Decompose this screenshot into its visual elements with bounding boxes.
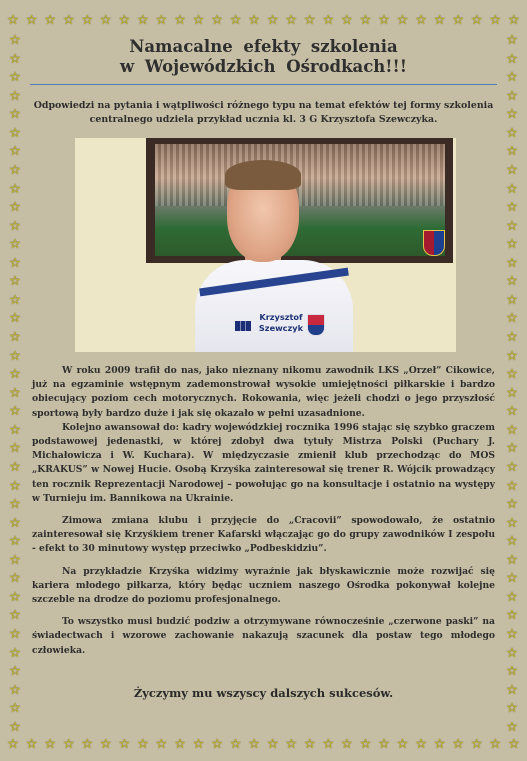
star-icon: ☆ [9,200,21,216]
star-icon: ☆ [9,107,21,123]
star-icon: ☆ [506,348,518,364]
star-border-left [8,34,22,734]
star-icon: ☆ [9,645,21,661]
paragraph-4: Na przykładzie Krzyśka widzimy wyraźnie jak błyskawicznie może rozwijać się kariera młodego piłkarza, który będąc uczniem naszego Ośrodka pokonywał kolejne szczeble na drodze do poziomu profesjonalnego. [32,565,495,606]
star-icon: ☆ [44,737,56,752]
star-icon: ☆ [506,701,518,717]
star-icon: ☆ [507,737,520,752]
star-icon: ☆ [9,88,21,104]
star-icon: ☆ [9,367,21,383]
star-icon: ☆ [174,13,186,28]
star-icon: ☆ [9,237,21,253]
star-icon: ☆ [506,571,518,587]
star-icon: ☆ [9,348,21,364]
star-icon: ☆ [9,478,21,494]
caption-first-name: Krzysztof [259,312,303,322]
star-icon: ☆ [9,70,21,86]
star-icon: ☆ [44,13,56,28]
star-icon: ☆ [248,737,260,752]
star-icon: ☆ [9,552,21,568]
star-icon: ☆ [378,13,390,28]
star-icon: ☆ [99,737,112,752]
star-icon: ☆ [303,13,316,28]
star-icon: ☆ [396,737,409,752]
star-icon: ☆ [506,292,518,308]
star-icon: ☆ [9,534,21,550]
star-icon: ☆ [285,737,298,752]
star-icon: ☆ [137,737,149,752]
star-icon: ☆ [9,701,21,717]
star-icon: ☆ [506,162,518,178]
star-icon: ☆ [506,664,518,680]
star-icon: ☆ [248,13,260,28]
star-icon: ☆ [506,181,518,197]
star-icon: ☆ [506,552,518,568]
star-icon: ☆ [470,13,483,28]
paragraph-5: To wszystko musi budzić podziw a otrzymywane równocześnie „czerwone paski” na świadectwach i wzorowe zachowanie nakazują szacunek dla postaw tego młodego człowieka. [32,616,495,656]
article-body [32,364,495,658]
star-border-bottom [6,738,521,751]
star-icon: ☆ [7,737,19,752]
star-icon: ☆ [506,719,518,735]
paragraph-2: Kolejno awansował do: kadry wojewódzkiej rocznika 1996 stając się szybko graczem podstawowej jedenastki, w której zdobył dwa tytuły Mistrza Polski (Puchary J. Michałowicza i W. Kuchara). W międzyczasie zmienił klub przechodząc do MOS „KRAKUS” w Nowej Hucie. Osobą Krzyśka zainteresował się trener R. Wójcik prowadzący ten rocznik Reprezentacji Narodowej – powołując go na konsultacje i ostatnio na występy w Turnieju im. Bannikowa na Ukrainie. [32,421,495,504]
star-icon: ☆ [9,404,21,420]
star-icon: ☆ [506,422,518,438]
star-icon: ☆ [9,441,21,457]
star-icon: ☆ [192,13,205,28]
star-icon: ☆ [506,627,518,642]
star-icon: ☆ [506,330,518,345]
star-icon: ☆ [155,737,168,752]
star-icon: ☆ [118,737,131,752]
star-icon: ☆ [266,13,279,28]
star-icon: ☆ [9,664,21,680]
star-icon: ☆ [25,13,38,28]
star-icon: ☆ [9,311,21,327]
star-icon: ☆ [9,497,21,513]
star-icon: ☆ [415,737,427,752]
star-icon: ☆ [303,737,316,752]
star-icon: ☆ [506,274,518,290]
star-icon: ☆ [211,737,223,752]
star-icon: ☆ [359,13,372,28]
star-icon: ☆ [211,13,223,28]
star-icon: ☆ [81,13,94,28]
star-icon: ☆ [506,237,518,253]
page-title [30,37,497,77]
star-icon: ☆ [506,144,518,160]
star-icon: ☆ [470,737,483,752]
star-icon: ☆ [506,385,518,401]
team-badge-icon [307,314,325,336]
star-icon: ☆ [506,645,518,661]
star-icon: ☆ [266,737,279,752]
sponsor-logo-icon [235,321,251,331]
star-icon: ☆ [433,13,446,28]
star-icon: ☆ [9,515,21,531]
star-icon: ☆ [506,200,518,216]
title-line-1: Namacalne efekty szkolenia [129,37,398,56]
star-icon: ☆ [81,737,94,752]
star-icon: ☆ [9,627,21,642]
star-icon: ☆ [506,515,518,531]
star-icon: ☆ [322,13,335,28]
title-divider [30,84,497,85]
paragraph-3: Zimowa zmiana klubu i przyjęcie do „Cracovii” spowodowało, że ostatnio zainteresował się Krzyśkiem trener Kafarski włączając go do grupy zawodników I zespołu - efekt to 30 minutowy występ przeciwko „Podbeskidziu”. [32,515,495,555]
star-icon: ☆ [506,33,518,48]
star-icon: ☆ [9,589,21,605]
player-hair [225,160,301,190]
star-icon: ☆ [99,13,112,28]
star-icon: ☆ [229,13,242,28]
star-icon: ☆ [506,589,518,605]
star-icon: ☆ [9,292,21,308]
star-icon: ☆ [506,311,518,327]
star-icon: ☆ [9,144,21,160]
star-icon: ☆ [174,737,186,752]
star-icon: ☆ [229,737,242,752]
star-icon: ☆ [506,107,518,123]
star-icon: ☆ [7,13,19,28]
star-icon: ☆ [137,13,149,28]
star-icon: ☆ [378,737,390,752]
star-icon: ☆ [506,608,518,624]
star-icon: ☆ [433,737,446,752]
star-icon: ☆ [506,682,518,698]
paragraph-1: W roku 2009 trafił do nas, jako nieznany nikomu zawodnik LKS „Orzeł” Cikowice, już na egzaminie wstępnym zademonstrował wysokie umiejętności piłkarskie i bardzo obiecujący poziom cech motorycznych. Rokowania, więc jeżeli chodzi o jego przyszłość sportową były bardzo duże i jak się okazało w pełni uzasadnione. [32,365,495,419]
star-icon: ☆ [9,274,21,290]
star-icon: ☆ [506,459,518,475]
star-icon: ☆ [506,51,518,67]
star-icon: ☆ [452,13,464,28]
star-border-right [505,34,519,734]
star-icon: ☆ [9,218,21,234]
star-icon: ☆ [25,737,38,752]
star-icon: ☆ [506,534,518,550]
star-icon: ☆ [9,33,21,48]
title-line-2: w Wojewódzkich Ośrodkach!!! [119,57,407,76]
intro-text: Odpowiedzi na pytania i wątpliwości różnego typu na temat efektów tej formy szkolenia centralnego udziela przykład ucznia kl. 3 G Krzysztofa Szewczyka. [33,100,494,125]
star-icon: ☆ [9,181,21,197]
star-icon: ☆ [9,682,21,698]
star-icon: ☆ [506,125,518,141]
star-icon: ☆ [341,13,353,28]
star-icon: ☆ [506,497,518,513]
star-icon: ☆ [285,13,298,28]
star-icon: ☆ [62,737,75,752]
star-icon: ☆ [452,737,464,752]
star-icon: ☆ [192,737,205,752]
star-icon: ☆ [506,441,518,457]
star-border-top [6,14,521,27]
star-icon: ☆ [506,218,518,234]
star-icon: ☆ [9,330,21,345]
star-icon: ☆ [9,385,21,401]
star-icon: ☆ [118,13,131,28]
caption-last-name: Szewczyk [258,323,304,333]
star-icon: ☆ [506,88,518,104]
star-icon: ☆ [415,13,427,28]
star-icon: ☆ [359,737,372,752]
star-icon: ☆ [155,13,168,28]
photo-caption [253,312,309,334]
star-icon: ☆ [506,70,518,86]
star-icon: ☆ [9,719,21,735]
player-photo [75,138,456,352]
closing-wish: Życzymy mu wszyscy dalszych sukcesów. [133,686,394,700]
star-icon: ☆ [341,737,353,752]
star-icon: ☆ [9,125,21,141]
star-icon: ☆ [489,13,502,28]
star-icon: ☆ [9,162,21,178]
star-icon: ☆ [9,459,21,475]
star-icon: ☆ [9,255,21,271]
star-icon: ☆ [507,13,520,28]
star-icon: ☆ [506,404,518,420]
star-icon: ☆ [322,737,335,752]
star-icon: ☆ [9,51,21,67]
star-icon: ☆ [396,13,409,28]
star-icon: ☆ [489,737,502,752]
star-icon: ☆ [506,367,518,383]
star-icon: ☆ [62,13,75,28]
star-icon: ☆ [506,478,518,494]
star-icon: ☆ [9,422,21,438]
star-icon: ☆ [9,571,21,587]
club-crest-icon [423,230,445,256]
star-icon: ☆ [506,255,518,271]
star-icon: ☆ [9,608,21,624]
